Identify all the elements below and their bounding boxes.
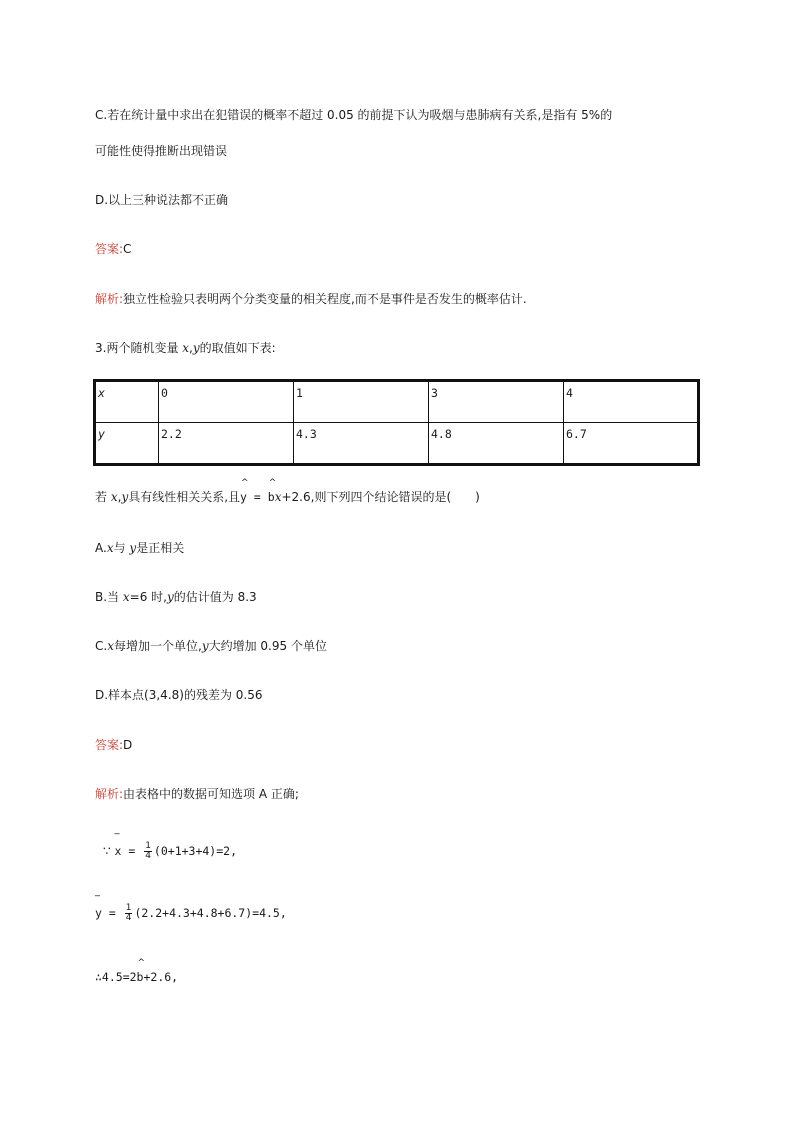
var-y: y xyxy=(129,541,137,555)
data-table xyxy=(93,379,700,466)
var-y: y xyxy=(121,490,129,504)
condition-line xyxy=(95,478,480,505)
x-bar-letter: x xyxy=(114,844,122,858)
analysis-1 xyxy=(95,291,527,307)
option-a-suffix: 是正相关 xyxy=(136,541,185,555)
option-d xyxy=(95,192,228,208)
option-a-mid: 与 xyxy=(113,541,130,555)
b-hat-letter: b xyxy=(136,970,144,984)
fraction-numerator: 1 xyxy=(125,903,132,913)
option-d-2 xyxy=(95,687,263,703)
option-b-mid: =6 时, xyxy=(129,590,167,604)
b-hat-letter: b xyxy=(267,490,275,504)
y-bar xyxy=(95,895,102,921)
var-x: x xyxy=(106,541,114,555)
analysis-label: 解析: xyxy=(95,292,124,306)
fraction-denominator: 4 xyxy=(125,913,132,923)
calc-line-1 xyxy=(103,833,238,861)
option-a-prefix: A. xyxy=(95,541,107,555)
option-d2-text: D.样本点(3,4.8)的残差为 0.56 xyxy=(95,688,263,702)
var-y: y xyxy=(201,639,209,653)
option-c-text-1: C.若在统计量中求出在犯错误的概率不超过 0.05 的前提下认为吸烟与患肺病有关系,是指有 5%的 xyxy=(95,108,613,122)
therefore-expression: ∴4.5=2 xyxy=(95,970,137,984)
bar-mark: ‾ xyxy=(95,895,100,906)
option-c2-prefix: C. xyxy=(95,639,108,653)
var-x: x xyxy=(110,490,118,504)
y-hat xyxy=(240,478,249,505)
option-d-text: D.以上三种说法都不正确 xyxy=(95,193,229,207)
option-b-suffix: 的估计值为 8.3 xyxy=(173,590,257,604)
option-a xyxy=(95,540,184,556)
calc-line-2 xyxy=(95,895,287,923)
var-x: x xyxy=(182,341,190,355)
analysis-text: 独立性检验只表明两个分类变量的相关程度,而不是事件是否发生的概率估计. xyxy=(123,292,527,306)
question-3 xyxy=(95,340,276,356)
table-cell: 4.3 xyxy=(294,423,429,465)
table-cell: 2.2 xyxy=(159,423,294,465)
table-row xyxy=(95,423,699,465)
table-cell: 4 xyxy=(564,381,699,423)
y-hat-letter: y xyxy=(240,490,247,504)
table-cell: 4.8 xyxy=(429,423,564,465)
calc-expression: (2.2+4.3+4.8+6.7)=4.5, xyxy=(134,906,287,920)
fraction xyxy=(125,904,133,923)
calc-expression: (0+1+3+4)=2, xyxy=(153,844,238,858)
because-symbol: ∵ xyxy=(103,844,111,858)
var-x: x xyxy=(122,590,130,604)
option-c2-mid: 每增加一个单位, xyxy=(113,639,202,653)
table-cell: 3 xyxy=(429,381,564,423)
option-c-line1 xyxy=(95,107,612,123)
bar-mark: ‾ xyxy=(114,833,120,844)
var-x: x xyxy=(107,639,114,653)
table-cell: x xyxy=(95,381,159,423)
option-b-prefix: B.当 xyxy=(95,590,123,604)
fraction xyxy=(144,842,152,861)
answer-label: 答案: xyxy=(95,738,124,752)
calc-line-3 xyxy=(95,958,179,985)
option-c2-suffix: 大约增加 0.95 个单位 xyxy=(208,639,327,653)
equals: = xyxy=(121,844,143,858)
x-bar xyxy=(114,833,122,859)
calc-rest: +2.6, xyxy=(143,970,179,984)
y-bar-letter: y xyxy=(95,906,102,920)
comma: , xyxy=(117,490,122,504)
option-b xyxy=(95,589,257,605)
var-y: y xyxy=(166,590,174,604)
question-3-suffix: 的取值如下表: xyxy=(199,341,276,355)
b-hat xyxy=(136,958,146,985)
option-c-text-2: 可能性使得推断出现错误 xyxy=(95,144,228,158)
table-cell: 0 xyxy=(159,381,294,423)
hat-mark: ^ xyxy=(268,478,277,488)
var-y: y xyxy=(192,341,200,355)
condition-mid: 具有线性相关关系,且 xyxy=(128,490,241,504)
fraction-denominator: 4 xyxy=(145,851,151,861)
hat-mark: ^ xyxy=(241,478,249,488)
answer-value: C xyxy=(123,242,132,256)
answer-value: D xyxy=(123,738,133,752)
equals: = xyxy=(246,490,268,504)
analysis-label: 解析: xyxy=(95,787,124,801)
analysis-2 xyxy=(95,786,299,802)
comma: , xyxy=(189,341,193,355)
option-c-line2 xyxy=(95,143,227,159)
table-cell: 6.7 xyxy=(564,423,699,465)
answer-2 xyxy=(95,737,132,753)
analysis-text: 由表格中的数据可知选项 A 正确; xyxy=(123,787,299,801)
equals: = xyxy=(101,906,123,920)
fraction-numerator: 1 xyxy=(145,841,151,851)
question-3-prefix: 3.两个随机变量 xyxy=(95,341,183,355)
b-hat xyxy=(267,478,277,505)
condition-suffix: +2.6,则下列四个结论错误的是( ) xyxy=(281,490,480,504)
table-cell: 1 xyxy=(294,381,429,423)
condition-prefix: 若 xyxy=(95,490,111,504)
table-row xyxy=(95,381,699,423)
var-x: x xyxy=(274,490,282,504)
option-c-2 xyxy=(95,638,327,654)
answer-1 xyxy=(95,241,131,257)
answer-label: 答案: xyxy=(95,242,124,256)
table-cell: y xyxy=(95,423,159,465)
hat-mark: ^ xyxy=(137,958,146,968)
